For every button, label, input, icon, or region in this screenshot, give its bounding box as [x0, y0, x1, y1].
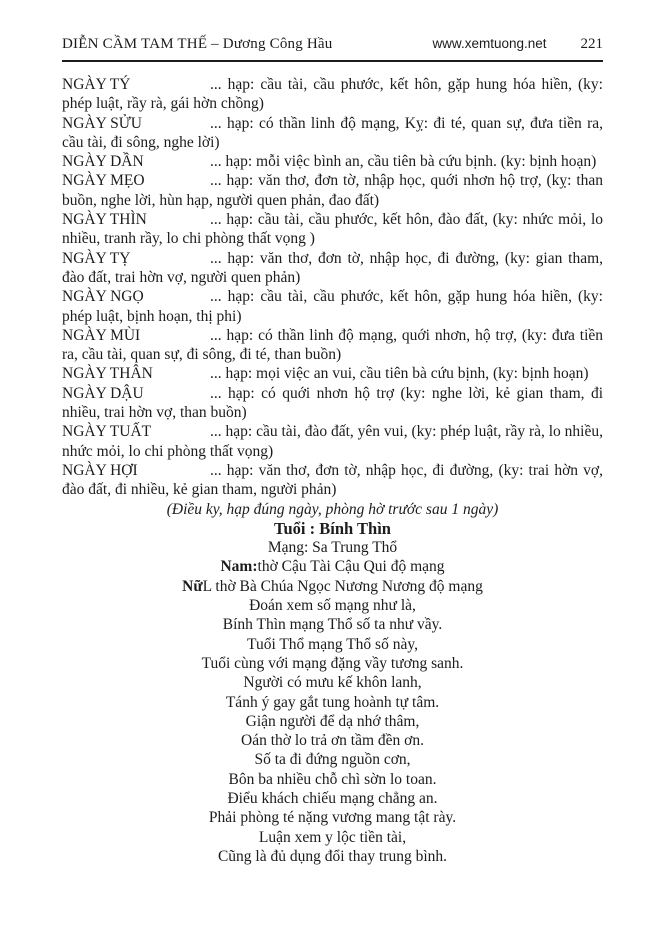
day-label: NGÀY THÌN [62, 211, 147, 229]
day-text: ... hạp: cầu tài, cầu phước, kết hôn, đào đất, (ky: nhức mỏi, lo nhiều, tranh rầy, lo chi phòng thất vọng ) [62, 211, 603, 248]
nam-label: Nam: [220, 558, 258, 576]
day-entry [62, 152, 603, 171]
book-title: DIỄN CẦM TAM THẾ – Dương Công Hầu [62, 36, 333, 52]
day-entry [62, 326, 603, 365]
day-text: ... hạp: cầu tài, cầu phước, kết hôn, gặp hung hóa hiền, (ky: phép luật, bịnh hoạn, thị phi) [62, 288, 603, 325]
day-label: NGÀY THÂN [62, 365, 153, 383]
day-text: ... hạp: có quới nhơn hộ trợ (ky: nghe lời, kẻ gian tham, đi nhiều, trai hờn vợ, than buồn) [62, 384, 603, 422]
day-text: ... hạp: cầu tài, đào đất, yên vui, (ky: phép luật, rầy rà, lo nhiều, nhức mỏi, lo chi phòng thất vọng) [62, 423, 603, 460]
day-text: ... hạp: văn thơ, đơn tờ, nhập học, quới nhơn hộ trợ, (kỵ: than buồn, nghe lời, hùn hạp, người quen phản, đao đất) [62, 172, 603, 209]
day-label: NGÀY TUẤT [62, 423, 152, 441]
day-label: NGÀY HỢI [62, 461, 138, 479]
poem-line: Đoán xem số mạng như là, [249, 597, 416, 615]
day-entry [62, 461, 603, 500]
poem-line: Phải phòng té nặng vương mang tật rày. [208, 809, 457, 827]
day-text: ... hạp: có thần linh độ mạng, Kỵ: đi té, quan sự, đưa tiền ra, cầu tài, đi sông, nghe lời) [62, 114, 603, 151]
poem-line: Oán thờ lo trả ơn tầm đền ơn. [241, 732, 424, 750]
nam-text: thờ Cậu Tài Cậu Qui độ mạng [257, 558, 445, 576]
day-entry [62, 364, 603, 383]
day-label: NGÀY SỬU [62, 114, 142, 132]
day-entry [62, 210, 603, 249]
day-label: NGÀY TÝ [62, 76, 131, 93]
page-content [0, 62, 661, 866]
day-label: NGÀY TỴ [62, 249, 131, 267]
day-label: NGÀY DẦN [62, 153, 144, 171]
poem-line: Tuổi cùng với mạng đặng vầy tương sanh. [201, 654, 464, 672]
day-text: ... hạp: mỗi việc bình an, cầu tiên bà cứu bịnh. (ky: bịnh hoạn) [210, 153, 597, 171]
day-text: ... hạp: mọi việc an vui, cầu tiên bà cứu bịnh, (ky: bịnh hoạn) [210, 365, 589, 383]
note-line: (Điều ky, hạp đúng ngày, phòng hờ trước sau 1 ngày) [166, 500, 499, 518]
day-entry [62, 384, 603, 423]
mang-line: Mạng: Sa Trung Thổ [267, 539, 398, 557]
site-url: www.xemtuong.net [432, 36, 547, 51]
poem-line: Số ta đi đứng nguồn cơn, [254, 751, 411, 769]
day-entry [62, 114, 603, 153]
nu-text: L thờ Bà Chúa Ngọc Nương Nương độ mạng [202, 577, 483, 595]
day-label: NGÀY NGỌ [62, 288, 144, 306]
poem-line: Cũng là đủ dụng đổi thay trung bình. [217, 847, 448, 865]
day-text: ... hạp: có thần linh độ mạng, quới nhơn, hộ trợ, (ky: đưa tiền ra, cầu tài, quan sự, đi sông, đi té, than buồn) [62, 326, 603, 364]
nu-line [62, 577, 603, 596]
poem-line: Điểu khách chiếu mạng chẳng an. [227, 789, 438, 807]
day-label: NGÀY MẸO [62, 172, 145, 190]
poem-line: Tuổi Thổ mạng Thổ số này, [247, 635, 418, 653]
tuoi-title: Tuổi : Bính Thìn [274, 518, 391, 538]
day-entry [62, 249, 603, 288]
day-entry [62, 287, 603, 326]
day-text: ... hạp: văn thơ, đơn tờ, nhập học, đi đường, (ky: trai hờn vợ, đào đất, đi nhiều, kẻ gian tham, người phản) [62, 461, 603, 499]
day-label: NGÀY MÙI [62, 326, 141, 344]
poem-line: Tánh ý gay gắt tung hoành tự tâm. [225, 693, 440, 711]
page-header [0, 0, 661, 53]
nam-line [62, 557, 603, 576]
day-label: NGÀY DẬU [62, 384, 144, 402]
day-entry [62, 171, 603, 210]
day-entry [62, 75, 603, 114]
poem-line: Luận xem y lộc tiền tài, [258, 828, 407, 846]
poem-line: Bôn ba nhiều chỗ chì sờn lo toan. [228, 770, 437, 788]
poem-line: Bính Thìn mạng Thổ số ta như vầy. [222, 616, 443, 634]
poem-line: Người có mưu kế khôn lanh, [243, 674, 422, 692]
day-entry [62, 422, 603, 461]
page-number: 221 [580, 36, 603, 52]
day-text: ... hạp: văn thơ, đơn tờ, nhập học, đi đường, (ky: gian tham, đào đất, trai hờn vợ, người quen phản) [62, 249, 603, 286]
day-text: ... hạp: cầu tài, cầu phước, kết hôn, gặp hung hóa hiền, (ky: phép luật, rầy rà, gái hờn chồng) [62, 76, 603, 113]
poem-line: Giận người để dạ nhớ thâm, [245, 712, 420, 730]
nu-label: Nữ [182, 577, 203, 595]
